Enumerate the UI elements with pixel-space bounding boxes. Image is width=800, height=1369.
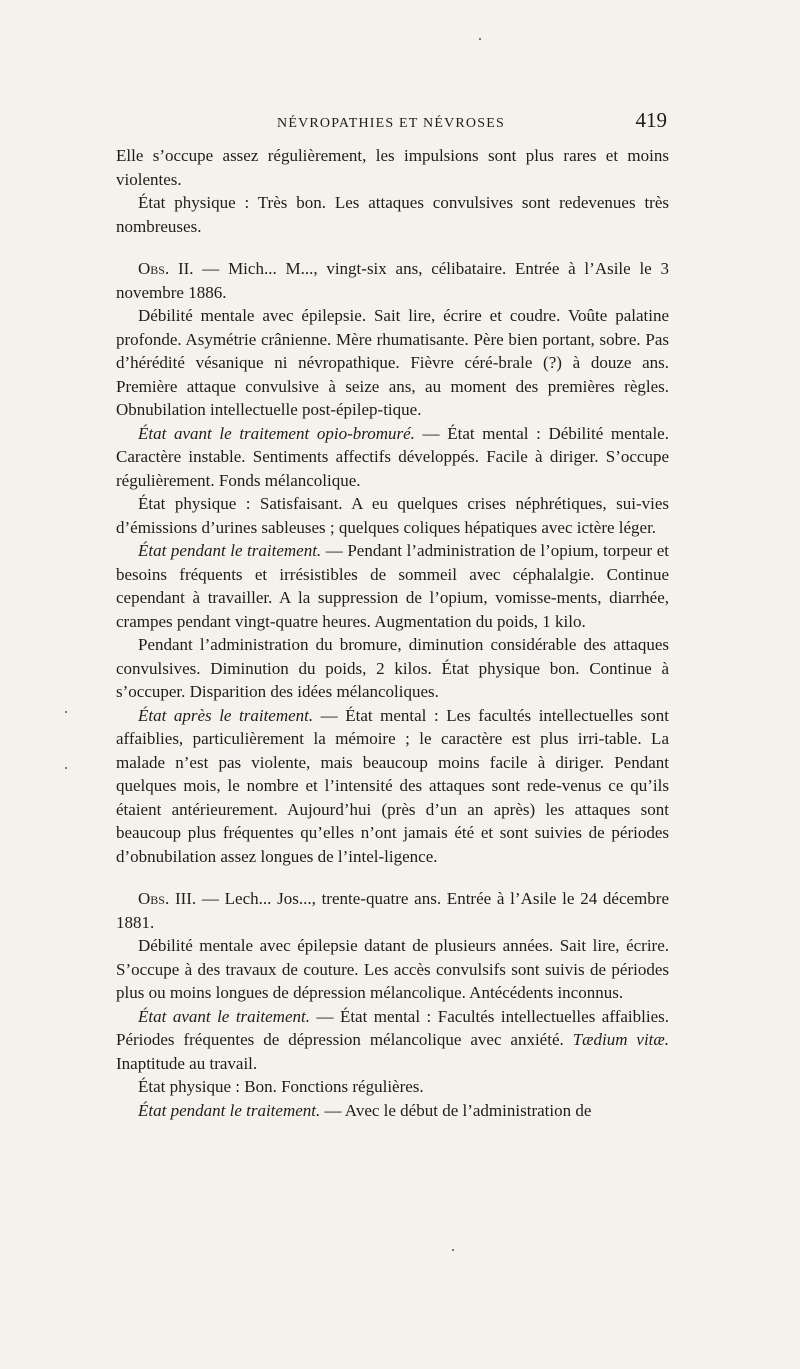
paragraph: État avant le traitement. — État mental : Facultés intellectuelles affaiblies. Périodes fréquentes de dépression mélancolique avec anxiété. Tædium vitæ. Inaptitude au travail. <box>116 1006 669 1073</box>
paragraph: Débilité mentale avec épilepsie datant de plusieurs années. Sait lire, écrire. S’occupe à des travaux de couture. Les accès convulsifs sont suivis de périodes plus ou moins longues de dépression mélancolique. Antécédents inconnus. <box>116 936 669 1002</box>
page-number: 419 <box>635 108 667 132</box>
paragraph: Pendant l’administration du bromure, diminution considérable des attaques convulsives. Diminution du poids, 2 kilos. État physique bon. Continue à s’occuper. Disparition des idées mélancoliques. <box>116 635 669 701</box>
page-header <box>115 106 667 136</box>
paper-speck <box>65 711 67 713</box>
running-head: NÉVROPATHIES ET NÉVROSES <box>277 116 505 131</box>
paragraph: État après le traitement. — État mental : Les facultés intellectuelles sont affaiblies, particulièrement la mémoire ; le caractère est plus irri-table. La malade n’est pas violente, mais beaucoup moins facile à diriger. Pendant quelques mois, le nombre et l’intensité des attaques sont rede-venus ce qu’ils étaient antérieurement. Aujourd’hui (près d’un an après) les attaques sont beaucoup plus fréquentes qu’elles n’ont jamais été et sont suivies de périodes d’obnubilation assez longues de l’intel-ligence. <box>116 705 669 866</box>
section-heading: État après le traitement. <box>138 705 314 725</box>
section-heading: État avant le traitement. <box>138 1006 310 1026</box>
latin-phrase: Tædium vitæ. <box>572 1030 669 1049</box>
section-heading: État pendant le traitement. <box>138 1100 321 1120</box>
paragraph: État pendant le traitement. — Pendant l’administration de l’opium, torpeur et besoins fréquents et irrésistibles de sommeil avec céphalalgie. Continue cependant à travailler. A la suppression de l’opium, vomisse-ments, diarrhée, crampes pendant vingt-quatre heures. Augmentation du poids, 1 kilo. <box>116 541 669 631</box>
body-text <box>116 144 669 1122</box>
section-heading: État avant le traitement opio-bromuré. <box>138 423 415 443</box>
paragraph: Elle s’occupe assez régulièrement, les impulsions sont plus rares et moins violentes. <box>116 146 669 189</box>
paper-speck <box>65 767 67 769</box>
observation-heading-3: Obs. III. — Lech... Jos..., trente-quatre ans. Entrée à l’Asile le 24 décembre 1881. <box>116 889 669 932</box>
paper-speck <box>452 1249 454 1251</box>
paragraph: État avant le traitement opio-bromuré. — État mental : Débilité mentale. Caractère instable. Sentiments affectifs développés. Facile à diriger. S’occupe régulièrement. Fonds mélancolique. <box>116 423 669 490</box>
obs-label: Obs. II. <box>138 259 194 278</box>
observation-heading-2: Obs. II. — Mich... M..., vingt-six ans, célibataire. Entrée à l’Asile le 3 novembre 1886. <box>116 259 669 302</box>
section-heading: État pendant le traitement. <box>138 541 322 560</box>
obs-label: Obs. III. <box>138 889 197 908</box>
paragraph: Débilité mentale avec épilepsie. Sait lire, écrire et coudre. Voûte palatine profonde. Asymétrie crânienne. Mère rhumatisante. Père bien portant, sobre. Pas d’hérédité vésanique ni névropathique. Fièvre céré-brale (?) à douze ans. Première attaque convulsive à seize ans, au moment des premières règles. Obnubilation intellectuelle post-épilep-tique. <box>116 306 669 419</box>
paragraph: État pendant le traitement. — Avec le début de l’administration de <box>138 1100 592 1120</box>
paragraph: État physique : Satisfaisant. A eu quelques crises néphrétiques, sui-vies d’émissions d’urines sableuses ; quelques coliques hépatiques avec ictère léger. <box>116 494 669 537</box>
paragraph: État physique : Bon. Fonctions régulières. <box>138 1077 424 1096</box>
paragraph: État physique : Très bon. Les attaques convulsives sont redevenues très nombreuses. <box>116 193 669 236</box>
paper-speck <box>479 38 481 40</box>
